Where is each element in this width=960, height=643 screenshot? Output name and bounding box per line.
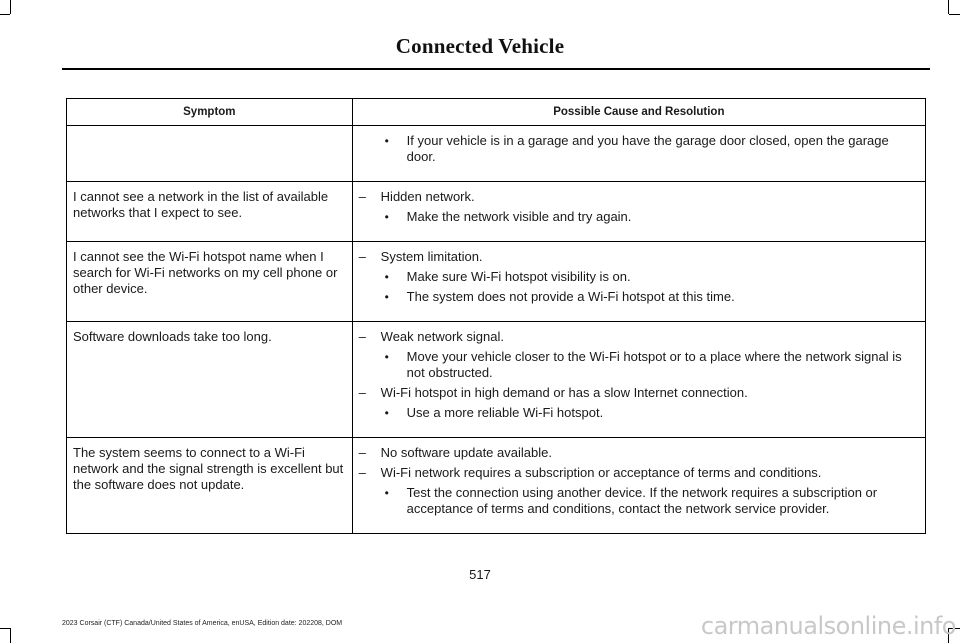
- resolution-bullet: [385, 269, 921, 285]
- crop-mark-bottom-left-v: [10, 628, 11, 643]
- table-row: [67, 322, 926, 438]
- crop-mark-top-left-v: [10, 0, 11, 14]
- symptom-cell: The system seems to connect to a Wi-Fi network and the signal strength is excellent but the software does not update.: [67, 438, 353, 534]
- symptom-cell: I cannot see a network in the list of available networks that I expect to see.: [67, 182, 353, 242]
- resolution-bullet: [385, 209, 921, 225]
- bullet-marker: •: [384, 406, 389, 420]
- cause-entry: [359, 465, 921, 481]
- cause-text: Wi-Fi network requires a subscription or acceptance of terms and conditions.: [380, 465, 822, 480]
- resolution-bullet: [385, 289, 921, 305]
- resolution-text: The system does not provide a Wi-Fi hotspot at this time.: [406, 289, 735, 304]
- dash-marker: –: [358, 249, 366, 264]
- troubleshooting-table: [66, 98, 926, 534]
- cause-text: System limitation.: [380, 249, 483, 264]
- footer-edition-info: 2023 Corsair (CTF) Canada/United States of America, enUSA, Edition date: 202208, DOM: [62, 620, 343, 627]
- resolution-cell: [352, 126, 925, 182]
- table-row: [67, 182, 926, 242]
- crop-mark-top-right-v: [948, 0, 949, 14]
- crop-mark-bottom-left-h: [0, 628, 10, 629]
- resolution-cell: [352, 182, 925, 242]
- cause-text: Wi-Fi hotspot in high demand or has a slow Internet connection.: [380, 385, 748, 400]
- symptom-cell: Software downloads take too long.: [67, 322, 353, 438]
- bullet-marker: •: [384, 134, 389, 148]
- bullet-marker: •: [384, 486, 389, 500]
- cause-entry: [359, 189, 921, 205]
- bullet-marker: •: [384, 350, 389, 364]
- crop-mark-top-left-h: [0, 14, 10, 15]
- dash-marker: –: [358, 385, 366, 400]
- resolution-text: Make sure Wi-Fi hotspot visibility is on.: [406, 269, 631, 284]
- resolution-bullet: [385, 485, 921, 517]
- dash-marker: –: [358, 445, 366, 460]
- resolution-text: Use a more reliable Wi-Fi hotspot.: [406, 405, 604, 420]
- bullet-marker: •: [384, 270, 389, 284]
- cause-entry: [359, 445, 921, 461]
- cause-text: Weak network signal.: [380, 329, 504, 344]
- resolution-bullet: [385, 405, 921, 421]
- cause-entry: [359, 249, 921, 265]
- table-row: [67, 438, 926, 534]
- resolution-text: Move your vehicle closer to the Wi-Fi hotspot or to a place where the network signal is not obstructed.: [406, 349, 902, 380]
- table-row: [67, 242, 926, 322]
- cause-entry: [359, 385, 921, 401]
- page-number: 517: [469, 567, 491, 582]
- resolution-text: Make the network visible and try again.: [406, 209, 632, 224]
- resolution-cell: [352, 438, 925, 534]
- page-title: Connected Vehicle: [395, 34, 565, 58]
- header-divider: [62, 68, 930, 70]
- watermark-logo: carmanualsonline.info: [700, 612, 956, 640]
- cause-text: Hidden network.: [380, 189, 475, 204]
- resolution-text: Test the connection using another device. If the network requires a subscription or acceptance of terms and conditions, contact the network service provider.: [406, 485, 878, 516]
- cause-text: No software update available.: [380, 445, 552, 460]
- resolution-text: If your vehicle is in a garage and you have the garage door closed, open the garage door.: [406, 133, 889, 164]
- symptom-cell: [67, 126, 353, 182]
- resolution-cell: [352, 242, 925, 322]
- table-row: [67, 126, 926, 182]
- table-header-row: [67, 99, 926, 126]
- cause-entry: [359, 329, 921, 345]
- column-header-cause-resolution: Possible Cause and Resolution: [352, 99, 925, 126]
- symptom-cell: I cannot see the Wi-Fi hotspot name when I search for Wi-Fi networks on my cell phone or other device.: [67, 242, 353, 322]
- bullet-marker: •: [384, 210, 389, 224]
- dash-marker: –: [358, 189, 366, 204]
- crop-mark-top-right-h: [949, 14, 960, 15]
- resolution-cell: [352, 322, 925, 438]
- dash-marker: –: [358, 465, 366, 480]
- bullet-marker: •: [384, 290, 389, 304]
- resolution-bullet: [385, 133, 921, 165]
- column-header-symptom: Symptom: [67, 99, 353, 126]
- dash-marker: –: [358, 329, 366, 344]
- resolution-bullet: [385, 349, 921, 381]
